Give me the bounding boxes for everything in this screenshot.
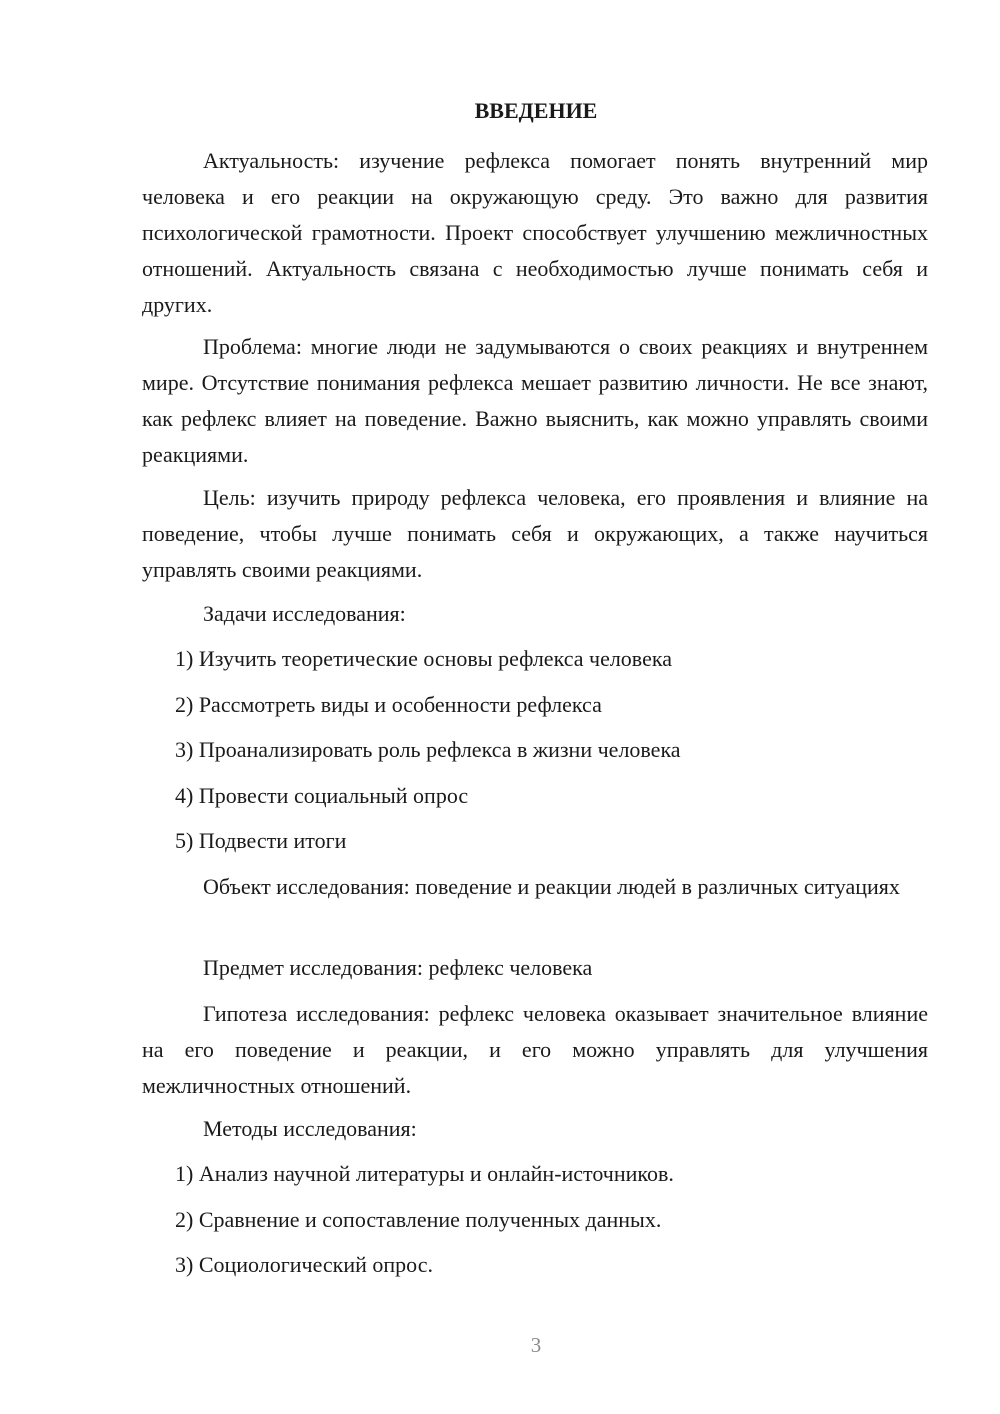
- problem-paragraph: Проблема: многие люди не задумываются о своих реакциях и внутреннем мире. Отсутствие понимания рефлекса мешает развитию личности. Не все знают, как рефлекс влияет на поведение. Важно выяснить, как можно управлять своими реакциями.: [142, 334, 928, 467]
- subject-paragraph: Предмет исследования: рефлекс человека: [203, 955, 593, 980]
- tasks-heading: Задачи исследования:: [203, 601, 406, 626]
- task-item: 5) Подвести итоги: [175, 828, 347, 853]
- hypothesis-paragraph: Гипотеза исследования: рефлекс человека оказывает значительное влияние на его поведение и реакции, и его можно управлять для улучшения межличностных отношений.: [142, 1001, 928, 1098]
- method-item: 2) Сравнение и сопоставление полученных данных.: [175, 1207, 662, 1232]
- task-item: 1) Изучить теоретические основы рефлекса человека: [175, 646, 672, 671]
- object-paragraph: Объект исследования: поведение и реакции людей в различных ситуациях: [203, 874, 900, 899]
- method-item: 1) Анализ научной литературы и онлайн-источников.: [175, 1161, 674, 1186]
- task-item: 2) Рассмотреть виды и особенности рефлекса: [175, 692, 602, 717]
- task-item: 3) Проанализировать роль рефлекса в жизни человека: [175, 737, 681, 762]
- section-title: ВВЕДЕНИЕ: [474, 98, 598, 123]
- method-item: 3) Социологический опрос.: [175, 1252, 433, 1277]
- page-number: 3: [530, 1333, 542, 1357]
- task-item: 4) Провести социальный опрос: [175, 783, 469, 808]
- goal-paragraph: Цель: изучить природу рефлекса человека, его проявления и влияние на поведение, чтобы лучше понимать себя и окружающих, а также научиться управлять своими реакциями.: [142, 485, 928, 582]
- methods-heading: Методы исследования:: [203, 1116, 417, 1141]
- relevance-paragraph: Актуальность: изучение рефлекса помогает понять внутренний мир человека и его реакции на окружающую среду. Это важно для развития психологической грамотности. Проект способствует улучшению межличностных отношений. Актуальность связана с необходимостью лучше понимать себя и других.: [142, 148, 928, 317]
